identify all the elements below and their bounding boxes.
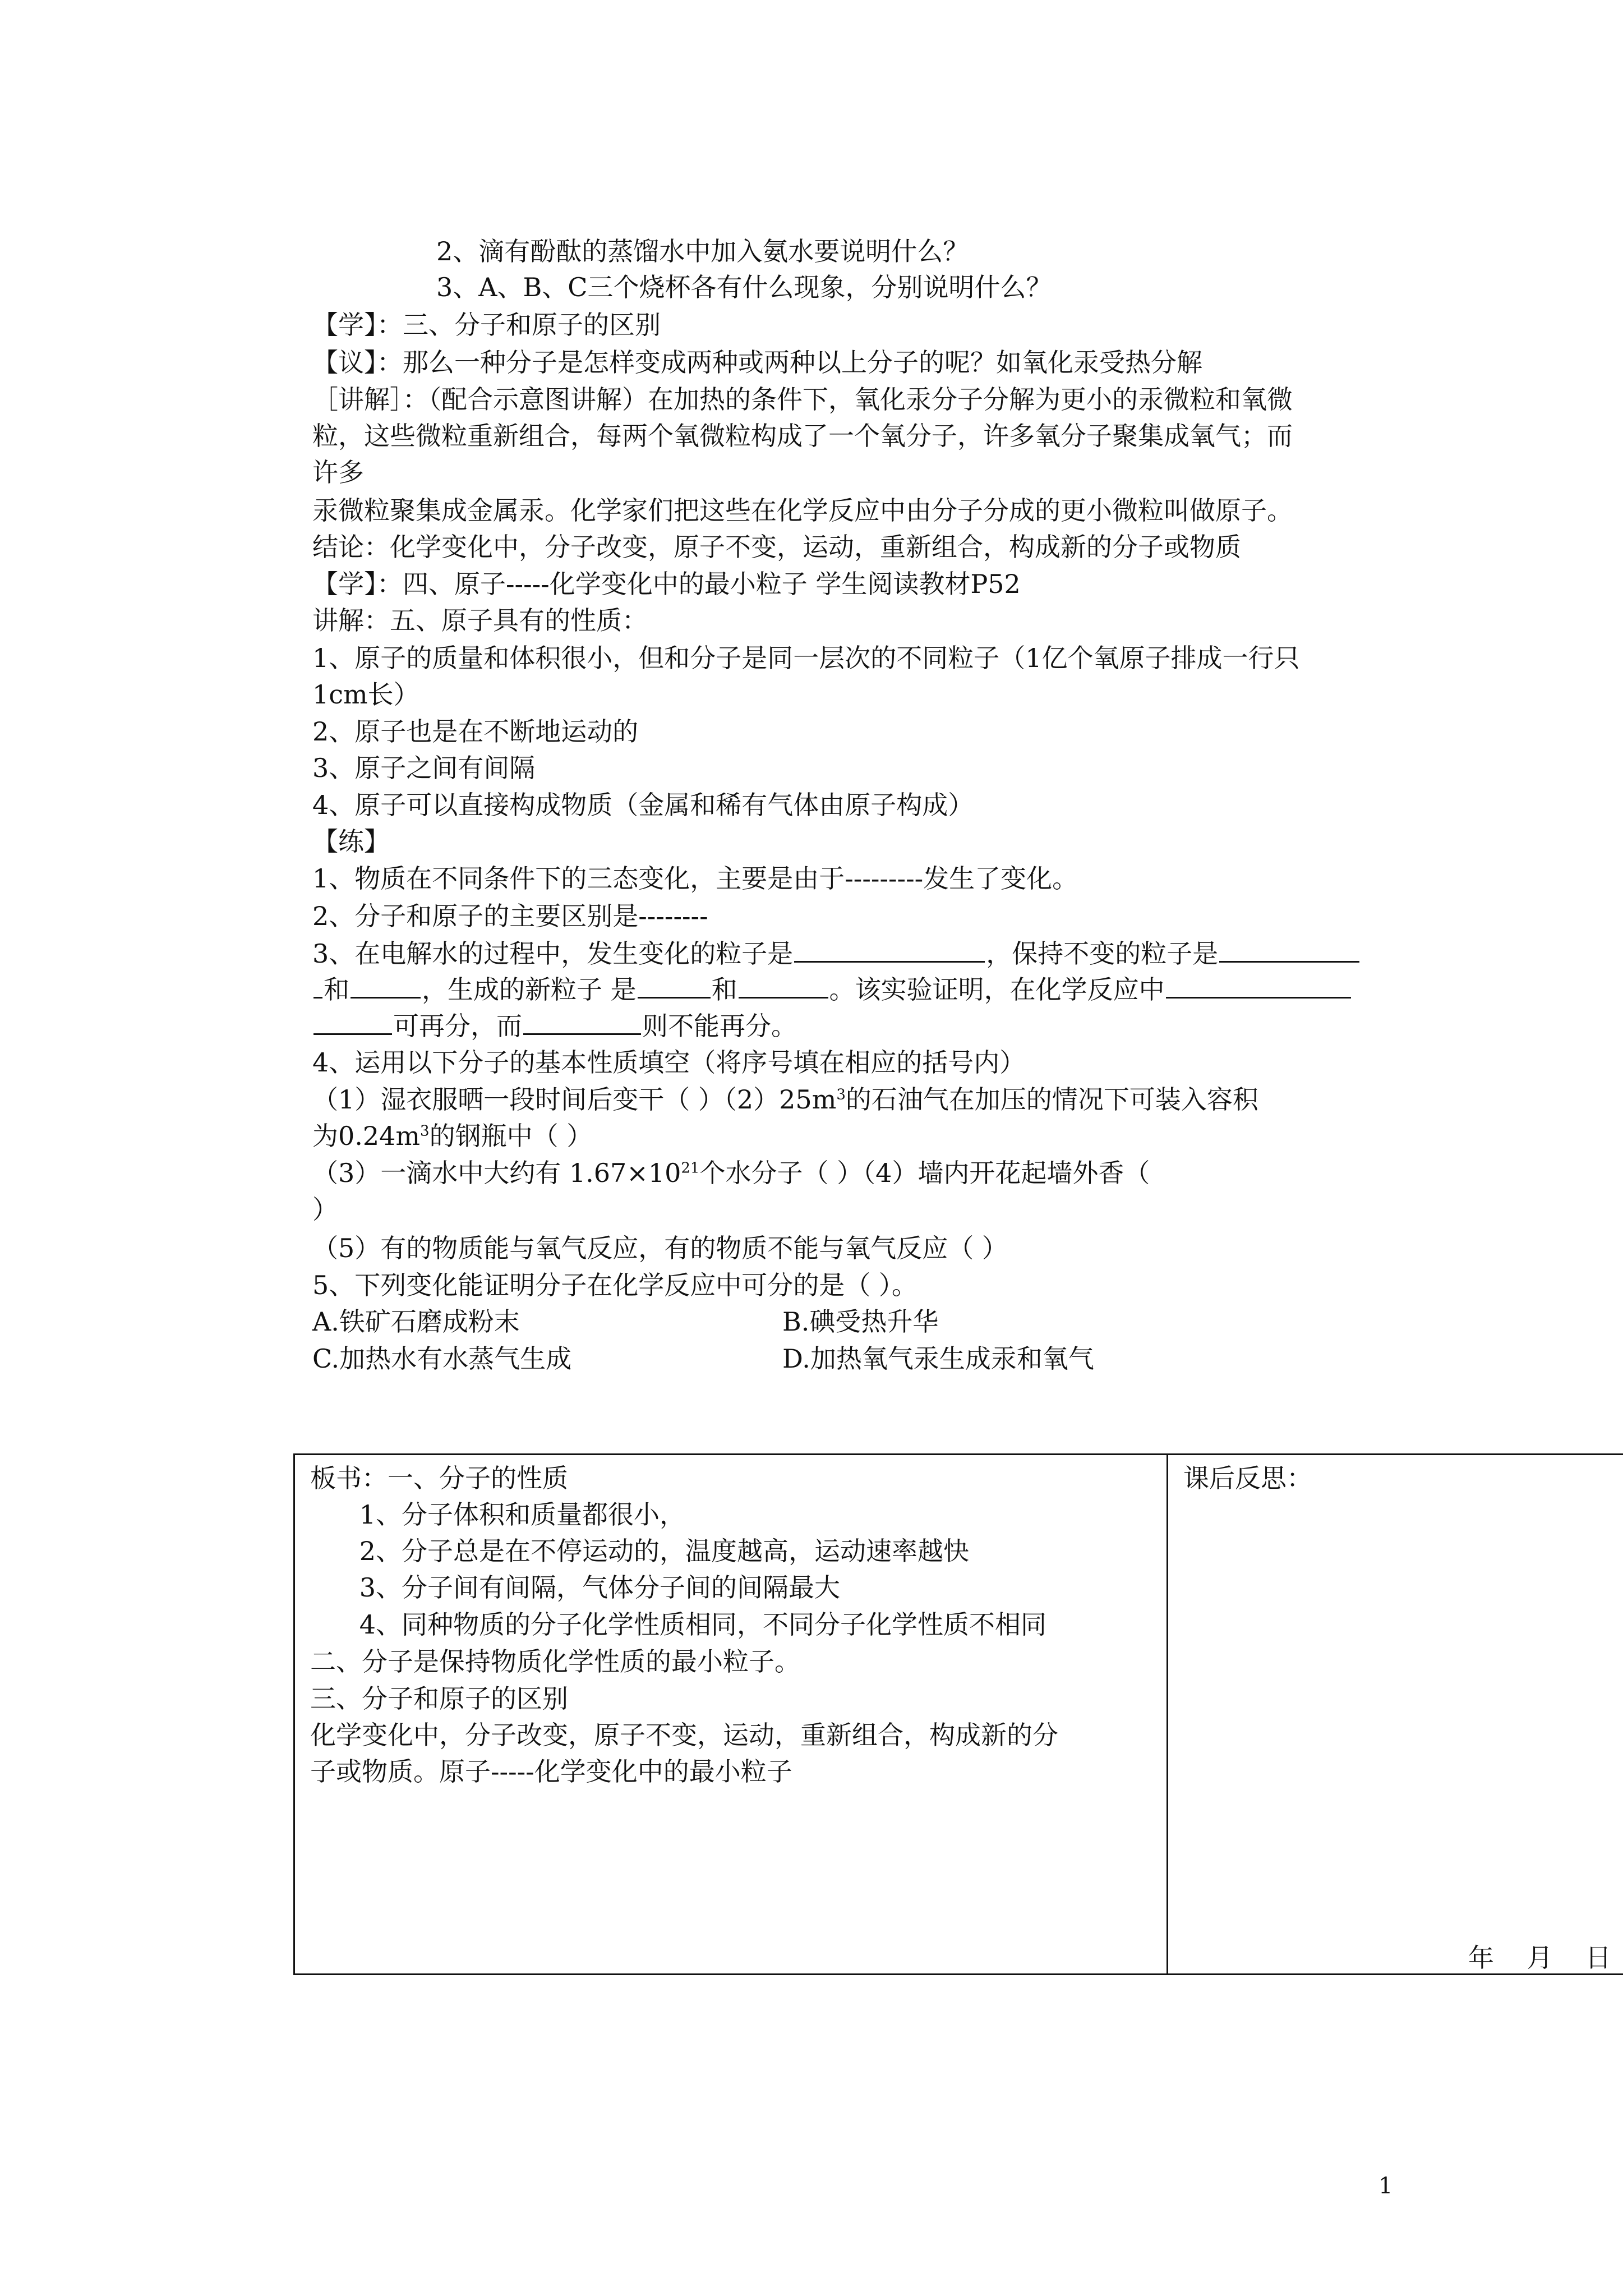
table-divider — [1166, 1453, 1168, 1975]
exercise-3-line1 — [312, 936, 1361, 970]
option-b: B.碘受热升华 — [782, 1306, 939, 1337]
option-a: A.铁矿石磨成粉末 — [312, 1306, 520, 1337]
text: ，保持不变的粒子是 — [986, 938, 1219, 969]
exercise-5-stem: 5、下列变化能证明分子在化学反应中可分的是（ ）。 — [312, 1270, 917, 1300]
reflection-label: 课后反思： — [1183, 1463, 1312, 1493]
text: 为0.24m — [312, 1121, 421, 1151]
text: 则不能再分。 — [642, 1011, 797, 1041]
text: 的石油气在加压的情况下可装入容积 — [845, 1084, 1258, 1115]
option-c: C.加热水有水蒸气生成 — [312, 1343, 572, 1374]
date-label: 年 月 日 — [1468, 1943, 1611, 1973]
text-line: 【议】：那么一种分子是怎样变成两种或两种以上分子的呢？如氧化汞受热分解 — [312, 347, 1202, 378]
text: 的钢瓶中（ ） — [429, 1121, 593, 1151]
answer-blank[interactable] — [1166, 972, 1351, 999]
exercise-4-part5: （5）有的物质能与氧气反应，有的物质不能与氧气反应（ ） — [312, 1233, 1008, 1263]
text: 个水分子（ ）（4）墙内开花起墙外香（ — [699, 1158, 1150, 1188]
board-line: 板书：一、分子的性质 — [310, 1463, 568, 1493]
text: （3）一滴水中大约有 1.67×10 — [312, 1158, 681, 1188]
superscript: 3 — [836, 1086, 846, 1103]
text-line: 3、A、B、C三个烧杯各有什么现象，分别说明什么？ — [436, 272, 1052, 302]
text-line: 粒，这些微粒重新组合，每两个氧微粒构成了一个氧分子，许多氧分子聚集成氧气；而 — [312, 421, 1293, 451]
answer-blank[interactable] — [313, 972, 322, 999]
text-line: ［讲解］：（配合示意图讲解）在加热的条件下，氧化汞分子分解为更小的汞微粒和氧微 — [312, 384, 1293, 415]
board-line: 子或物质。原子-----化学变化中的最小粒子 — [310, 1756, 792, 1787]
exercise-4-part2 — [312, 1119, 592, 1153]
answer-blank[interactable] — [351, 972, 421, 999]
text-line: 2、原子也是在不断地运动的 — [312, 716, 639, 747]
text: 3、在电解水的过程中，发生变化的粒子是 — [312, 938, 794, 969]
exercise-4-part3 — [312, 1156, 1150, 1190]
text-line: 讲解：五、原子具有的性质： — [312, 605, 648, 636]
board-line: 二、分子是保持物质化学性质的最小粒子。 — [310, 1646, 800, 1677]
board-line: 化学变化中，分子改变，原子不变，运动，重新组合，构成新的分 — [310, 1720, 1058, 1750]
text-line: 许多 — [312, 457, 364, 487]
exercise-3-line3 — [312, 1009, 797, 1043]
option-d: D.加热氧气汞生成汞和氧气 — [782, 1343, 1094, 1374]
text: （1）湿衣服晒一段时间后变干（ ）（2）25m — [312, 1084, 837, 1115]
page-number: 1 — [1378, 2173, 1393, 2199]
answer-blank[interactable] — [313, 1009, 392, 1035]
answer-blank[interactable] — [794, 936, 985, 963]
exercise-1: 1、物质在不同条件下的三态变化，主要是由于---------发生了变化。 — [312, 863, 1078, 894]
text: 和 — [324, 974, 349, 1005]
answer-blank[interactable] — [638, 972, 711, 999]
exercise-4-part1 — [312, 1083, 1258, 1116]
text-line: 4、原子可以直接构成物质（金属和稀有气体由原子构成） — [312, 790, 974, 820]
text: ，生成的新粒子 是 — [422, 974, 637, 1005]
exercise-4-intro: 4、运用以下分子的基本性质填空（将序号填在相应的括号内） — [312, 1047, 1026, 1078]
section-heading: 【练】 — [312, 826, 390, 857]
text-line: 3、原子之间有间隔 — [312, 753, 536, 783]
board-line: 2、分子总是在不停运动的，温度越高，运动速率越快 — [310, 1536, 969, 1566]
board-line: 3、分子间有间隔，气体分子间的间隔最大 — [310, 1572, 840, 1603]
text: 和 — [711, 974, 737, 1005]
exercise-3-line2 — [312, 972, 1352, 1006]
board-line: 4、同种物质的分子化学性质相同，不同分子化学性质不相同 — [310, 1609, 1046, 1640]
board-line: 1、分子体积和质量都很小， — [310, 1499, 685, 1530]
answer-blank[interactable] — [523, 1009, 641, 1035]
text-line: 汞微粒聚集成金属汞。化学家们把这些在化学反应中由分子分成的更小微粒叫做原子。 — [312, 495, 1293, 526]
answer-blank[interactable] — [739, 972, 828, 999]
superscript: 21 — [681, 1159, 700, 1177]
section-heading: 【学】：三、分子和原子的区别 — [312, 310, 661, 340]
text-line: 2、滴有酚酞的蒸馏水中加入氨水要说明什么？ — [436, 236, 969, 266]
text-line: 1、原子的质量和体积很小，但和分子是同一层次的不同粒子（1亿个氧原子排成一行只 — [312, 643, 1300, 673]
board-line: 三、分子和原子的区别 — [310, 1683, 568, 1714]
answer-blank[interactable] — [1219, 936, 1359, 963]
text: 可再分，而 — [393, 1011, 522, 1041]
exercise-2: 2、分子和原子的主要区别是-------- — [312, 901, 708, 931]
text: 。该实验证明，在化学反应中 — [829, 974, 1165, 1005]
text-line: 1cm长） — [312, 679, 419, 710]
superscript: 3 — [420, 1122, 430, 1140]
exercise-4-part3-close: ） — [312, 1194, 338, 1225]
text-line: 结论：化学变化中，分子改变，原子不变，运动，重新组合，构成新的分子或物质 — [312, 532, 1241, 562]
section-heading: 【学】：四、原子-----化学变化中的最小粒子 学生阅读教材P52 — [312, 569, 1021, 599]
